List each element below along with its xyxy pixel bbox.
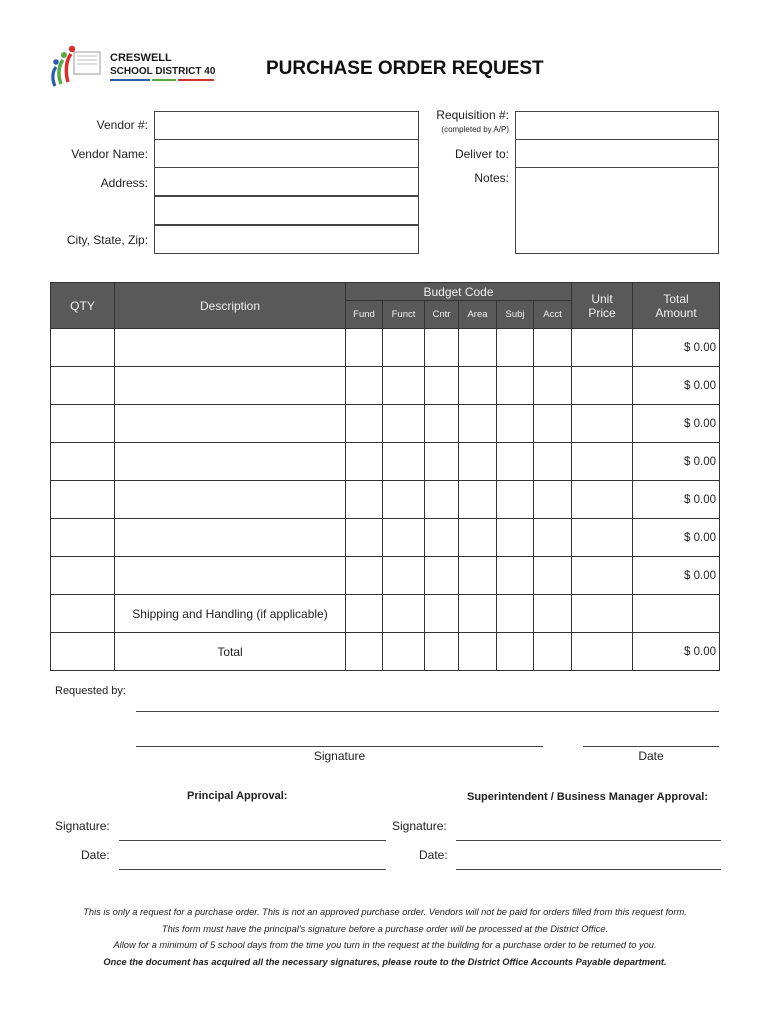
subj-header: Subj [497, 301, 534, 329]
qty-header: QTY [51, 283, 115, 329]
table-row [51, 519, 720, 557]
address-label: Address: [100, 176, 148, 190]
deliver-to-label: Deliver to: [454, 147, 509, 161]
vendor-name-field[interactable] [154, 139, 419, 168]
vendor-name-label: Vendor Name: [71, 147, 148, 161]
vendor-number-field[interactable] [154, 111, 419, 140]
shipping-label: Shipping and Handling (if applicable) [115, 595, 346, 633]
principal-date-line[interactable] [119, 869, 386, 870]
row-amount: $ 0.00 [633, 405, 720, 443]
district-logo [50, 42, 220, 92]
row-amount: $ 0.00 [633, 481, 720, 519]
super-signature-line[interactable] [456, 840, 721, 841]
city-state-zip-label: City, State, Zip: [66, 233, 148, 247]
notes-label: Notes: [474, 171, 509, 185]
city-state-zip-field[interactable] [154, 225, 419, 254]
area-header: Area [459, 301, 497, 329]
acct-header: Acct [534, 301, 572, 329]
unit-price-header: Unit Price [572, 283, 633, 329]
funct-header: Funct [383, 301, 425, 329]
requested-by-label: Requested by: [55, 685, 126, 697]
table-row [51, 443, 720, 481]
footer-line-3: Allow for a minimum of 5 school days from the time you turn in the request at the building for a purchase order to be returned to you. [113, 940, 657, 950]
fund-header: Fund [346, 301, 383, 329]
super-signature-label: Signature: [392, 819, 447, 833]
items-table [50, 282, 720, 671]
table-row [51, 481, 720, 519]
budget-code-header: Budget Code [346, 283, 572, 301]
address-field-2[interactable] [154, 196, 419, 225]
total-amount-header: Total Amount [633, 283, 720, 329]
row-amount: $ 0.00 [633, 367, 720, 405]
requested-by-line[interactable] [136, 711, 719, 712]
footer-line-4: Once the document has acquired all the necessary signatures, please route to the District Office Accounts Payable department. [103, 957, 667, 967]
deliver-to-field[interactable] [515, 139, 719, 168]
row-amount: $ 0.00 [633, 329, 720, 367]
requisition-field[interactable] [515, 111, 719, 140]
address-field-1[interactable] [154, 167, 419, 196]
description-header: Description [115, 283, 346, 329]
logo-mark-icon [50, 42, 106, 92]
logo-bar-blue [110, 79, 150, 81]
table-row [51, 329, 720, 367]
table-row [51, 405, 720, 443]
total-value: $ 0.00 [633, 633, 720, 671]
requisition-label: Requisition #: [436, 108, 509, 122]
logo-line-1: CRESWELL [110, 52, 172, 64]
total-label: Total [115, 633, 346, 671]
page-title: PURCHASE ORDER REQUEST [266, 58, 544, 79]
table-row [51, 557, 720, 595]
cntr-header: Cntr [425, 301, 459, 329]
footer-line-1: This is only a request for a purchase order. This is not an approved purchase order. Vendors will not be paid for orders filled from this request form. [83, 907, 687, 917]
logo-bar-red [178, 79, 214, 81]
notes-field[interactable] [515, 167, 719, 254]
requested-signature-line[interactable] [136, 746, 543, 747]
superintendent-approval-heading: Superintendent / Business Manager Approval: [467, 791, 709, 803]
super-date-label: Date: [419, 848, 448, 862]
principal-date-label: Date: [81, 848, 110, 862]
total-row [51, 633, 720, 671]
super-date-line[interactable] [456, 869, 721, 870]
requisition-note: (completed by A/P) [441, 125, 509, 134]
vendor-number-label: Vendor #: [96, 118, 148, 132]
principal-signature-line[interactable] [119, 840, 386, 841]
principal-signature-label: Signature: [55, 819, 110, 833]
requested-date-line[interactable] [583, 746, 719, 747]
footer-line-2: This form must have the principal's signature before a purchase order will be processed at the District Office. [161, 924, 609, 934]
signature-caption: Signature [313, 749, 366, 763]
shipping-row [51, 595, 720, 633]
date-caption: Date [638, 749, 664, 763]
row-amount: $ 0.00 [633, 557, 720, 595]
row-amount: $ 0.00 [633, 519, 720, 557]
logo-bar-green [152, 79, 176, 81]
table-row [51, 367, 720, 405]
logo-line-2: SCHOOL DISTRICT 40 [110, 66, 216, 77]
principal-approval-heading: Principal Approval: [187, 790, 288, 802]
row-amount: $ 0.00 [633, 443, 720, 481]
